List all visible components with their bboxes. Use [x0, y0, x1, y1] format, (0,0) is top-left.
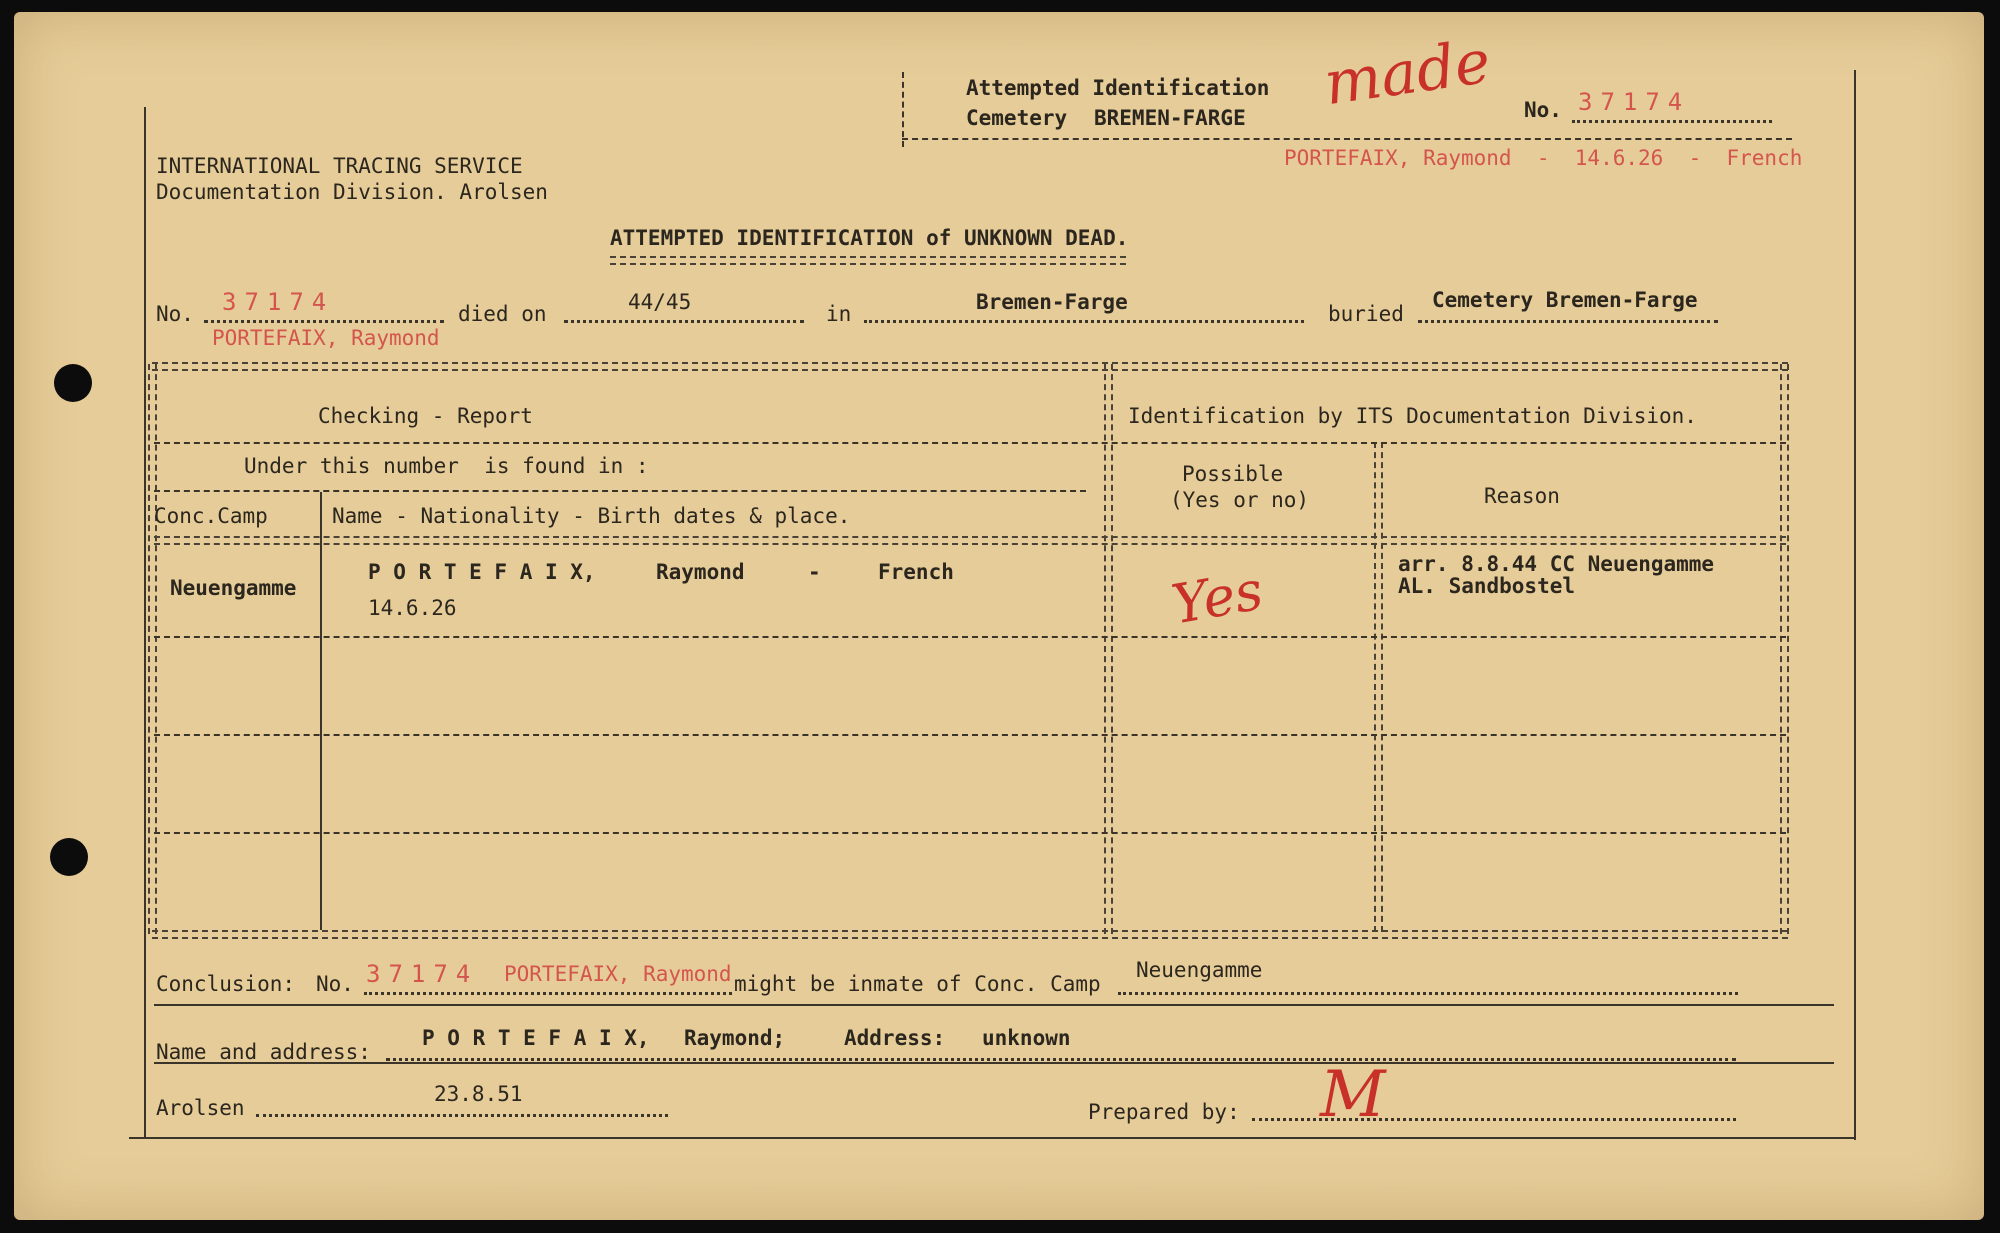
table-header-rule	[154, 442, 1786, 444]
in-value: Bremen-Farge	[976, 290, 1128, 314]
table-right-border	[1780, 364, 1789, 934]
record-no-value: 37174	[222, 288, 335, 316]
conclusion-name: PORTEFAIX, Raymond	[504, 962, 732, 986]
header-box-left	[902, 72, 904, 147]
conclusion-rule	[154, 1004, 1834, 1006]
column-header-name: Name - Nationality - Birth dates & place.	[332, 504, 851, 528]
row-birth-date: 14.6.26	[368, 596, 457, 620]
column-header-camp: Conc.Camp	[154, 504, 268, 528]
under-number-label: Under this number is found in :	[244, 454, 649, 478]
in-dots	[864, 320, 1304, 323]
checking-report-header: Checking - Report	[318, 404, 533, 428]
name-address-surname: P O R T E F A I X,	[422, 1026, 650, 1050]
prepared-by-initials: M	[1320, 1058, 1386, 1132]
record-no-label: No.	[156, 302, 194, 326]
organization-division: Documentation Division. Arolsen	[156, 180, 548, 204]
row-dash: -	[808, 560, 821, 584]
table-left-border	[148, 364, 157, 934]
died-on-dots	[564, 320, 804, 323]
name-address-rule	[154, 1062, 1834, 1064]
row-surname: P O R T E F A I X,	[368, 560, 596, 584]
table-row1-rule	[154, 636, 1786, 638]
address-value: unknown	[982, 1026, 1071, 1050]
frame-bottom	[129, 1137, 1855, 1139]
frame-right	[1854, 70, 1856, 1140]
name-address-firstname: Raymond;	[684, 1026, 786, 1050]
identification-header: Identification by ITS Documentation Division.	[1128, 404, 1697, 428]
conclusion-camp: Neuengamme	[1136, 958, 1263, 982]
buried-value: Cemetery Bremen-Farge	[1432, 288, 1698, 312]
conclusion-no-dots	[364, 992, 732, 995]
conclusion-label: Conclusion:	[156, 972, 296, 996]
header-box-bottom	[902, 138, 1792, 140]
conclusion-no-value: 37174	[366, 960, 479, 988]
name-address-dots	[386, 1058, 1736, 1061]
table-row2-rule	[154, 734, 1786, 736]
footer-place-label: Arolsen	[156, 1096, 245, 1120]
conclusion-text: might be inmate of Conc. Camp	[734, 972, 1101, 996]
table-row3-rule	[154, 832, 1786, 834]
page-title: ATTEMPTED IDENTIFICATION of UNKNOWN DEAD.	[610, 226, 1129, 250]
prepared-by-label: Prepared by:	[1088, 1100, 1240, 1124]
footer-date: 23.8.51	[434, 1082, 523, 1106]
table-camp-name-divider	[320, 492, 322, 930]
organization-name: INTERNATIONAL TRACING SERVICE	[156, 154, 523, 178]
buried-label: buried	[1328, 302, 1404, 326]
died-on-label: died on	[458, 302, 547, 326]
header-no-label: No.	[1524, 98, 1562, 122]
table-top-border	[152, 362, 1788, 371]
conclusion-camp-dots	[1118, 992, 1738, 995]
record-no-dots	[204, 320, 444, 323]
row-reason-line2: AL. Sandbostel	[1398, 574, 1576, 598]
punch-hole-top	[54, 364, 92, 402]
header-no-dots	[1572, 120, 1772, 123]
header-person-line: PORTEFAIX, Raymond - 14.6.26 - French	[1284, 146, 1803, 170]
attempted-identification-label: Attempted Identification	[966, 76, 1270, 100]
died-on-value: 44/45	[628, 290, 692, 314]
table-under-number-rule	[154, 490, 1086, 492]
column-header-possible-hint: (Yes or no)	[1170, 488, 1310, 512]
column-header-possible: Possible	[1182, 462, 1284, 486]
header-no-value: 37174	[1578, 88, 1691, 116]
row-nationality: French	[878, 560, 954, 584]
row-reason-line1: arr. 8.8.44 CC Neuengamme	[1398, 552, 1715, 576]
punch-hole-bottom	[50, 838, 88, 876]
header-cemetery-value: BREMEN-FARGE	[1094, 106, 1246, 130]
table-bottom-border	[152, 930, 1788, 939]
title-underline	[610, 256, 1126, 265]
row-possible-handwritten: Yes	[1167, 558, 1268, 637]
record-name-stamp: PORTEFAIX, Raymond	[212, 326, 440, 350]
row-camp: Neuengamme	[170, 576, 297, 600]
document-card	[14, 12, 1984, 1220]
handwritten-made: made	[1319, 26, 1495, 120]
table-possible-reason-divider	[1374, 442, 1383, 932]
header-cemetery-label: Cemetery	[966, 106, 1068, 130]
frame-left	[144, 107, 146, 1137]
footer-date-dots	[256, 1114, 668, 1117]
conclusion-no-label: No.	[316, 972, 354, 996]
column-header-reason: Reason	[1484, 484, 1560, 508]
table-center-divider	[1104, 364, 1113, 934]
in-label: in	[826, 302, 852, 326]
address-label: Address:	[844, 1026, 946, 1050]
table-column-header-rule	[154, 536, 1786, 545]
row-firstname: Raymond	[656, 560, 745, 584]
buried-dots	[1418, 320, 1718, 323]
name-address-label: Name and address:	[156, 1040, 371, 1064]
